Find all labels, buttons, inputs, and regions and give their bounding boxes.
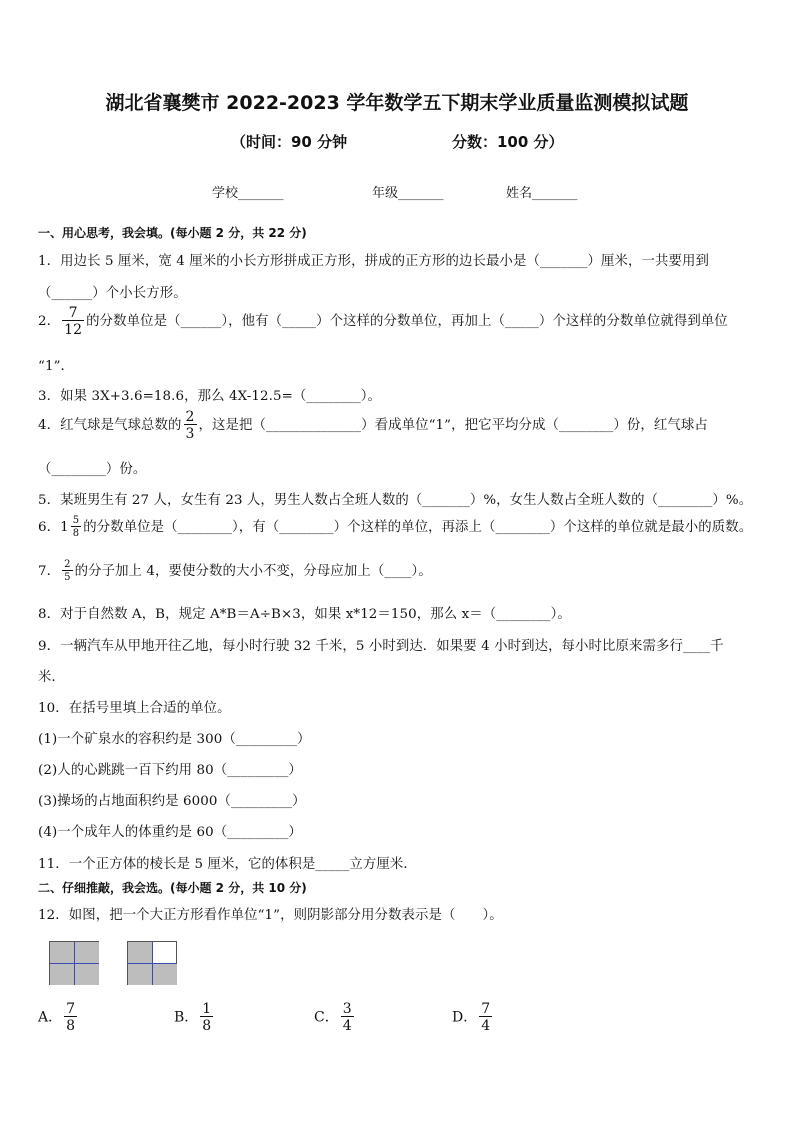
question-4-text-b: ，这是把（______________）看成单位“1”，把它平均分成（________）份，红气球占 bbox=[198, 418, 708, 433]
mixed-whole: 1 bbox=[60, 520, 69, 535]
fraction-numerator: 2 bbox=[64, 559, 71, 570]
fraction-7-12 bbox=[62, 306, 84, 337]
question-10-item-1: (1)一个矿泉水的容积约是 300（_________） bbox=[38, 732, 311, 747]
fraction-denominator: 8 bbox=[72, 528, 80, 539]
question-1-line1: 1．用边长 5 厘米，宽 4 厘米的小长方形拼成正方形，拼成的正方形的边长最小是（_______）厘米，一共要用到 bbox=[38, 254, 709, 269]
option-a[interactable] bbox=[38, 1002, 79, 1033]
grid-line bbox=[128, 963, 176, 964]
option-b[interactable] bbox=[174, 1002, 215, 1033]
question-7 bbox=[38, 560, 432, 583]
question-9-line1: 9．一辆汽车从甲地开往乙地，每小时行驶 32 千米，5 小时到达．如果要 4 小时到达，每小时比原来需多行____千 bbox=[38, 639, 724, 654]
question-10-item-2: (2)人的心跳跳一百下约用 80（_________） bbox=[38, 763, 302, 778]
shaded-cell bbox=[153, 964, 177, 985]
question-2-line2: “1”． bbox=[38, 359, 75, 374]
option-fraction bbox=[64, 1002, 77, 1033]
fraction-numerator: 3 bbox=[342, 1001, 352, 1017]
fraction-numerator: 5 bbox=[72, 515, 80, 526]
partial-square-figure bbox=[127, 941, 177, 985]
fraction-denominator: 3 bbox=[185, 426, 195, 442]
full-square-figure bbox=[49, 941, 99, 985]
option-label: B． bbox=[174, 1009, 199, 1026]
fraction-denominator: 8 bbox=[66, 1018, 76, 1034]
option-label: C． bbox=[314, 1009, 339, 1026]
question-2-number: 2． bbox=[38, 314, 61, 329]
question-4 bbox=[38, 410, 708, 441]
fraction-denominator: 4 bbox=[481, 1018, 491, 1034]
fraction-2-3 bbox=[184, 410, 197, 441]
option-label: A． bbox=[38, 1009, 63, 1026]
question-4-text-a: 4．红气球是气球总数的 bbox=[38, 418, 182, 433]
question-2 bbox=[38, 306, 728, 337]
question-6-number: 6． bbox=[38, 520, 61, 535]
fraction-numerator: 7 bbox=[66, 1001, 76, 1017]
shaded-cell bbox=[128, 942, 152, 963]
fraction-denominator: 8 bbox=[202, 1018, 212, 1034]
grid-line bbox=[50, 963, 98, 964]
question-11: 11．一个正方体的棱长是 5 厘米，它的体积是_____立方厘米． bbox=[38, 857, 417, 872]
question-10-item-4: (4)一个成年人的体重约是 60（_________） bbox=[38, 825, 302, 840]
section-2-heading: 二、仔细推敲，我会选。(每小题 2 分，共 10 分) bbox=[38, 881, 307, 895]
section-1-heading: 一、用心思考，我会填。(每小题 2 分，共 22 分) bbox=[38, 226, 307, 240]
option-fraction bbox=[341, 1002, 354, 1033]
shaded-cell bbox=[50, 964, 74, 985]
question-3: 3．如果 3X+3.6=18.6，那么 4X-12.5=（________）。 bbox=[38, 389, 382, 404]
grade-field: 年级_______ bbox=[372, 186, 444, 201]
school-field: 学校_______ bbox=[212, 186, 284, 201]
question-6-text: 的分数单位是（________），有（________）个这样的单位，再添上（________）个这样的单位就是最小的质数。 bbox=[83, 520, 753, 535]
question-7-text: 的分子加上 4，要使分数的大小不变，分母应加上（____）。 bbox=[74, 564, 432, 579]
fraction-denominator: 12 bbox=[64, 322, 83, 338]
name-field: 姓名_______ bbox=[506, 186, 578, 201]
shaded-cell bbox=[50, 942, 74, 963]
question-9-line2: 米． bbox=[38, 670, 65, 685]
question-7-number: 7． bbox=[38, 564, 61, 579]
option-d[interactable] bbox=[452, 1002, 494, 1033]
question-6 bbox=[38, 516, 752, 539]
fraction-numerator: 2 bbox=[185, 409, 195, 425]
fraction-numerator: 7 bbox=[481, 1001, 491, 1017]
fraction-numerator: 7 bbox=[68, 305, 78, 321]
question-2-text: 的分数单位是（______），他有（_____）个这样的分数单位，再加上（_____）个这样的分数单位就得到单位 bbox=[86, 314, 728, 329]
option-fraction bbox=[479, 1002, 492, 1033]
shaded-cell bbox=[128, 964, 152, 985]
mixed-number-1-5-8 bbox=[60, 516, 83, 539]
option-fraction bbox=[200, 1002, 213, 1033]
fraction-2-5 bbox=[62, 560, 72, 583]
exam-time: （时间：90 分钟 bbox=[231, 133, 348, 151]
question-12: 12．如图，把一个大正方形看作单位“1”，则阴影部分用分数表示是（ ）。 bbox=[38, 908, 503, 923]
option-c[interactable] bbox=[314, 1002, 356, 1033]
fraction-denominator: 5 bbox=[64, 572, 71, 583]
shaded-cell bbox=[75, 964, 99, 985]
fraction-denominator: 4 bbox=[342, 1018, 352, 1034]
shaded-cell bbox=[75, 942, 99, 963]
question-1-line2: （______）个小长方形。 bbox=[38, 286, 187, 301]
question-8: 8．对于自然数 A，B，规定 A*B＝A÷B×3，如果 x*12＝150，那么 x＝（________）。 bbox=[38, 607, 571, 622]
question-10: 10．在括号里填上合适的单位。 bbox=[38, 701, 231, 716]
question-5: 5．某班男生有 27 人，女生有 23 人，男生人数占全班人数的（_______）%，女生人数占全班人数的（________）%。 bbox=[38, 493, 753, 508]
question-10-item-3: (3)操场的占地面积约是 6000（_________） bbox=[38, 794, 306, 809]
exam-score: 分数：100 分） bbox=[452, 133, 564, 151]
page-title: 湖北省襄樊市 2022-2023 学年数学五下期末学业质量监测模拟试题 bbox=[105, 92, 689, 114]
option-label: D． bbox=[452, 1009, 478, 1026]
fraction-numerator: 1 bbox=[202, 1001, 212, 1017]
question-4-line2: （________）份。 bbox=[38, 462, 147, 477]
fraction-5-8 bbox=[71, 516, 81, 539]
